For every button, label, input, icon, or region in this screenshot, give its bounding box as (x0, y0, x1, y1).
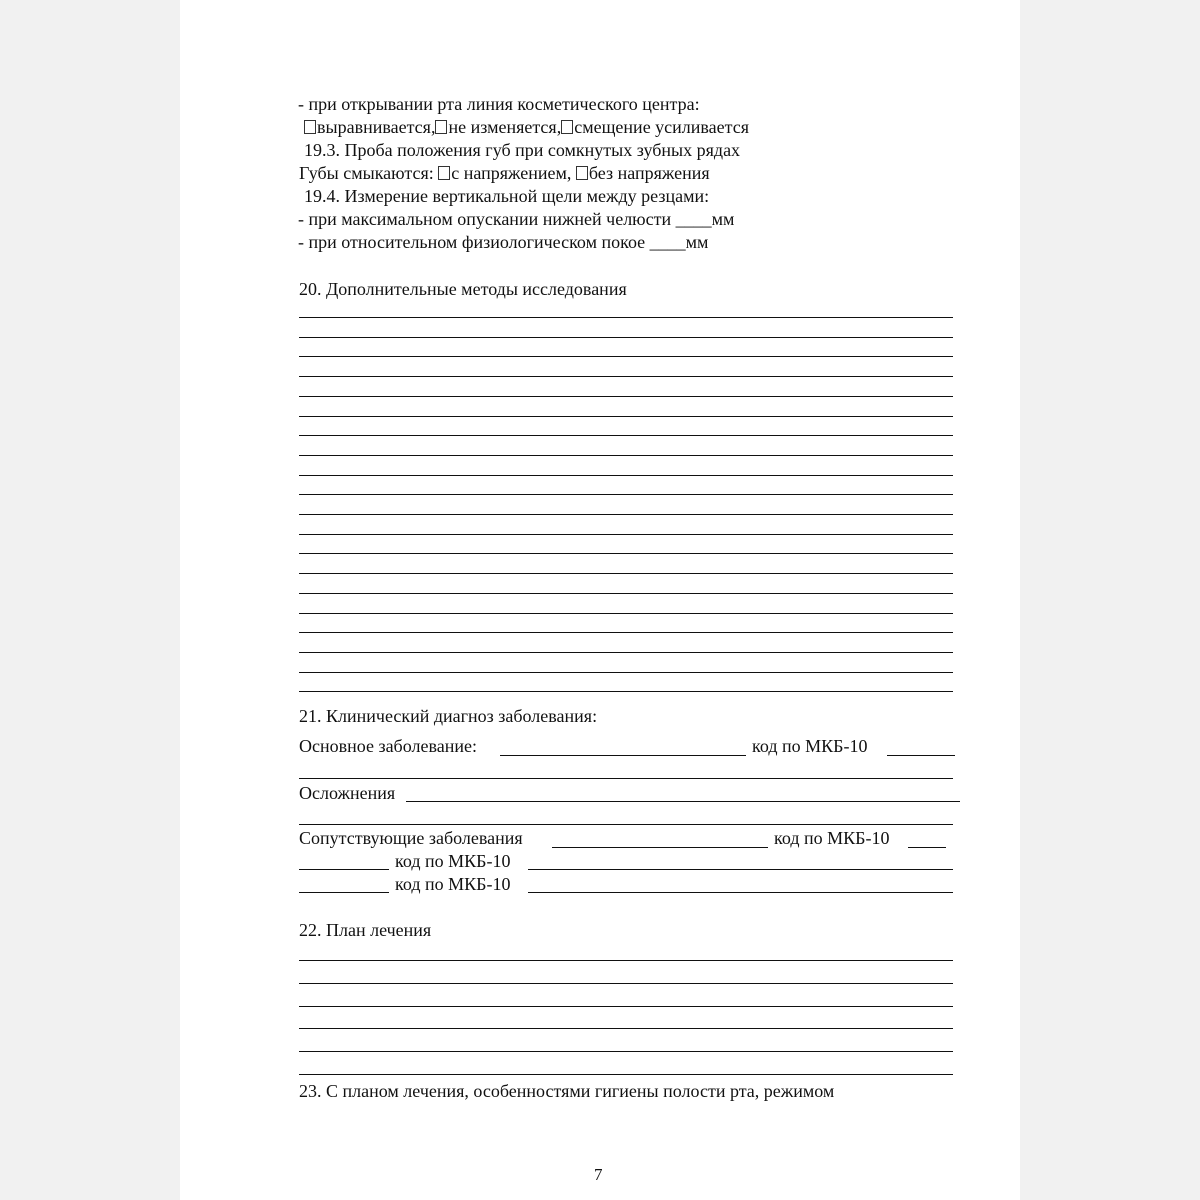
option-label: не изменяется, (448, 117, 562, 137)
writing-line[interactable] (299, 455, 953, 456)
mkb-code-label: код по МКБ-10 (774, 828, 890, 848)
writing-line[interactable] (299, 514, 953, 515)
writing-line[interactable] (299, 983, 953, 984)
concomitant-label: Сопутствующие заболевания (299, 828, 523, 848)
writing-line[interactable] (299, 672, 953, 673)
subsection-heading: 19.4. Измерение вертикальной щели между резцами: (304, 186, 710, 206)
checkbox[interactable] (438, 166, 450, 180)
concomitant-field[interactable] (299, 892, 389, 893)
writing-line[interactable] (299, 553, 953, 554)
section-title-23: 23. С планом лечения, особенностями гигиены полости рта, режимом (299, 1081, 835, 1101)
complications-field-extra[interactable] (299, 824, 953, 825)
mkb-code-field[interactable] (887, 755, 955, 756)
writing-line[interactable] (299, 416, 953, 417)
option-label: выравнивается, (317, 117, 436, 137)
mkb-code-label: код по МКБ-10 (752, 736, 868, 756)
complications-field[interactable] (406, 801, 960, 802)
main-disease-field-extra[interactable] (299, 778, 953, 779)
mkb-code-label: код по МКБ-10 (395, 851, 511, 871)
mkb-code-field[interactable] (528, 892, 953, 893)
writing-line[interactable] (299, 593, 953, 594)
option-label: без напряжения (588, 163, 710, 183)
writing-line[interactable] (299, 652, 953, 653)
concomitant-field[interactable] (552, 847, 768, 848)
writing-line[interactable] (299, 534, 953, 535)
checkbox[interactable] (304, 120, 316, 134)
subsection-heading: 19.3. Проба положения губ при сомкнутых зубных рядах (304, 140, 741, 160)
section-title-22: 22. План лечения (299, 920, 432, 940)
section-title-21: 21. Клинический диагноз заболевания: (299, 706, 598, 726)
writing-line[interactable] (299, 613, 953, 614)
mkb-code-field[interactable] (908, 847, 946, 848)
text-line: - при относительном физиологическом покое ____мм (298, 232, 709, 252)
writing-line[interactable] (299, 435, 953, 436)
checkbox[interactable] (561, 120, 573, 134)
section-title-20: 20. Дополнительные методы исследования (299, 279, 627, 299)
writing-line[interactable] (299, 337, 953, 338)
writing-line[interactable] (299, 960, 953, 961)
writing-line[interactable] (299, 317, 953, 318)
writing-line[interactable] (299, 573, 953, 574)
writing-line[interactable] (299, 494, 953, 495)
main-disease-field[interactable] (500, 755, 746, 756)
option-label: смещение усиливается (574, 117, 750, 137)
complications-label: Осложнения (299, 783, 396, 803)
writing-line[interactable] (299, 356, 953, 357)
writing-line[interactable] (299, 1006, 953, 1007)
writing-line[interactable] (299, 475, 953, 476)
main-disease-label: Основное заболевание: (299, 736, 477, 756)
writing-line[interactable] (299, 632, 953, 633)
writing-line[interactable] (299, 376, 953, 377)
writing-line[interactable] (299, 691, 953, 692)
concomitant-field[interactable] (299, 869, 389, 870)
writing-line[interactable] (299, 1028, 953, 1029)
mkb-code-label: код по МКБ-10 (395, 874, 511, 894)
text-line: - при открывании рта линия косметического центра: (298, 94, 700, 114)
options-line-lips (299, 163, 710, 183)
writing-line[interactable] (299, 1074, 953, 1075)
checkbox[interactable] (435, 120, 447, 134)
option-label: с напряжением, (451, 163, 576, 183)
option-prompt: Губы смыкаются: (299, 163, 439, 183)
mkb-code-field[interactable] (528, 869, 953, 870)
options-line-cosmetic-center (304, 117, 749, 137)
writing-line[interactable] (299, 396, 953, 397)
page-number: 7 (594, 1165, 603, 1184)
text-line: - при максимальном опускании нижней челюсти ____мм (298, 209, 735, 229)
checkbox[interactable] (576, 166, 588, 180)
writing-line[interactable] (299, 1051, 953, 1052)
